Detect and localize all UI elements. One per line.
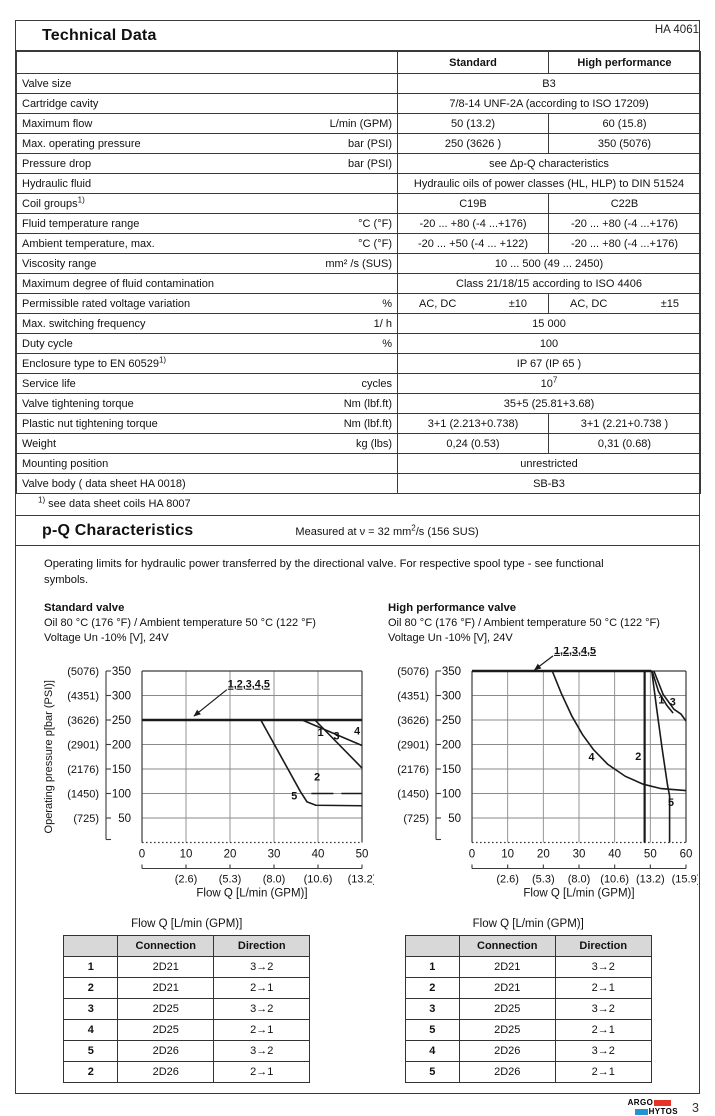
y-axis <box>397 666 461 840</box>
tech-row-value-standard: -20 ... +50 (-4 ... +122) <box>398 234 549 254</box>
tech-row-label-cell <box>17 474 398 494</box>
chart-column-std <box>40 588 374 908</box>
connection-col-header-0 <box>405 936 459 957</box>
y-tick-psi: (725) <box>73 813 99 826</box>
tech-header-blank <box>17 52 398 74</box>
tech-row-label-cell <box>17 114 398 134</box>
tech-row-label: Coil groups$^{1)}$ <box>22 194 85 210</box>
tech-row-label-cell <box>17 194 398 214</box>
y-tick-psi: (5076) <box>67 666 99 679</box>
tech-row-label: Service life <box>22 377 76 390</box>
tech-row <box>17 154 701 174</box>
x-tick: 40 <box>608 848 622 861</box>
series <box>142 720 362 806</box>
direction-value: 2→1 <box>555 1062 651 1083</box>
connection-table-title: Flow Q [L/min (GPM)] <box>472 918 584 931</box>
tech-row-unit: 1/ h <box>373 317 392 330</box>
x-tick: 30 <box>572 848 586 861</box>
pair-right: ±15 <box>660 297 679 310</box>
pq-chart-std <box>40 647 374 903</box>
tech-row-label-cell <box>17 314 398 334</box>
curve-1-label: 1 <box>317 727 324 740</box>
tech-row-value-span: see Δp-Q characteristics <box>398 154 701 174</box>
direction-value: 3→2 <box>214 957 310 978</box>
y-tick-bar: 50 <box>448 813 461 826</box>
connection-col-header-0 <box>64 936 118 957</box>
connection-row <box>64 1062 310 1083</box>
tech-row-label-cell <box>17 454 398 474</box>
tech-row-value-highperf: 350 (5076) <box>549 134 701 154</box>
x-tick: 30 <box>267 848 281 861</box>
tech-row-value-span: 15 000 <box>398 314 701 334</box>
row-number: 2 <box>64 978 118 999</box>
tech-row-value-highperf: C22B <box>549 194 701 214</box>
x-tick: 10 <box>501 848 515 861</box>
tech-row-label: Ambient temperature, max. <box>22 237 155 250</box>
tech-row <box>17 354 701 374</box>
connection-row <box>64 1041 310 1062</box>
tech-row-label-cell <box>17 334 398 354</box>
tech-row-value-span: unrestricted <box>398 454 701 474</box>
direction-value: 3→2 <box>555 1041 651 1062</box>
tech-row-label-cell <box>17 374 398 394</box>
y-tick-psi: (3626) <box>67 715 99 728</box>
tech-row-value-span: Hydraulic oils of power classes (HL, HLP) to DIN 51524 <box>398 174 701 194</box>
tech-row-value-standard: C19B <box>398 194 549 214</box>
direction-value: 2→1 <box>214 1062 310 1083</box>
page-footer <box>0 1099 699 1116</box>
x-tick: 20 <box>223 848 237 861</box>
footnote-superscript: 1) <box>38 495 46 505</box>
tech-row-label-cell <box>17 234 398 254</box>
tech-row-label-cell <box>17 294 398 314</box>
y-axis <box>43 666 131 840</box>
row-number: 5 <box>64 1041 118 1062</box>
y-tick-bar: 100 <box>441 788 461 801</box>
tech-row-label: Permissible rated voltage variation <box>22 297 191 310</box>
tech-row-unit: °C (°F) <box>358 237 392 250</box>
x-axis <box>469 849 698 900</box>
tech-row <box>17 374 701 394</box>
tech-row <box>17 394 701 414</box>
row-number: 2 <box>64 1062 118 1083</box>
direction-value: 3→2 <box>214 1041 310 1062</box>
tech-row-value-span: 100 <box>398 334 701 354</box>
tech-row-unit: L/min (GPM) <box>329 117 392 130</box>
tech-row-label-cell <box>17 94 398 114</box>
pq-characteristics-section <box>15 515 700 1094</box>
technical-data-table <box>16 51 701 494</box>
connection-value: 2D25 <box>118 999 214 1020</box>
tech-row <box>17 254 701 274</box>
direction-value: 2→1 <box>214 1020 310 1041</box>
tech-row-label: Valve body ( data sheet HA 0018) <box>22 477 186 490</box>
tech-row <box>17 314 701 334</box>
tech-row-label-cell <box>17 134 398 154</box>
y-tick-bar: 250 <box>111 715 131 728</box>
tech-row-label: Weight <box>22 437 57 450</box>
connection-row <box>64 999 310 1020</box>
connection-table-title: Flow Q [L/min (GPM)] <box>131 918 243 931</box>
connection-col-header-2: Direction <box>555 936 651 957</box>
tech-row-value-span: Class 21/18/15 according to ISO 4406 <box>398 274 701 294</box>
x-tick: 10 <box>179 848 193 861</box>
logo-red-block <box>654 1100 671 1106</box>
curve-1 <box>302 720 362 745</box>
row-number: 2 <box>405 978 459 999</box>
chart-header-line-1: Oil 80 °C (176 °F) / Ambient temperature 50 °C (122 °F) <box>388 617 660 630</box>
x-axis-label: Flow Q [L/min (GPM)] <box>196 887 308 900</box>
connection-value: 2D21 <box>118 957 214 978</box>
chart-header-line-0: High performance valve <box>388 602 517 615</box>
pair-right: ±10 <box>508 297 527 310</box>
tech-row-label-cell <box>17 74 398 94</box>
y-tick-psi: (1450) <box>397 788 429 801</box>
pq-title: p-Q Characteristics <box>42 522 194 539</box>
y-tick-psi: (725) <box>403 813 429 826</box>
page-number: 3 <box>692 1100 699 1115</box>
charts-row <box>40 588 699 908</box>
y-tick-psi: (2901) <box>397 739 429 752</box>
connection-value: 2D21 <box>459 978 555 999</box>
tech-row <box>17 294 701 314</box>
chart-header-line-2: Voltage Un -10% [V], 24V <box>44 631 169 644</box>
tech-header-row <box>17 52 701 74</box>
tech-row-label: Max. switching frequency <box>22 317 146 330</box>
curve-5-label: 5 <box>291 790 298 803</box>
technical-data-title: Technical Data <box>42 27 157 44</box>
tech-row-label: Mounting position <box>22 457 109 470</box>
y-tick-bar: 350 <box>111 666 131 679</box>
y-axis-label: Operating pressure p[bar (PSI)] <box>43 680 55 834</box>
chart-mount-hp <box>384 647 698 908</box>
x-tick: 50 <box>643 848 657 861</box>
tech-row-value-highperf: 3+1 (2.21+0.738 ) <box>549 414 701 434</box>
x-tick: 40 <box>311 848 325 861</box>
tech-row-label: Maximum degree of fluid contamination <box>22 277 214 290</box>
tech-row <box>17 194 701 214</box>
tech-row-unit: bar (PSI) <box>347 137 392 150</box>
row-number: 4 <box>64 1020 118 1041</box>
tech-row-label: Maximum flow <box>22 117 93 130</box>
tech-row-label-cell <box>17 154 398 174</box>
tech-row <box>17 274 701 294</box>
tech-row-label-cell <box>17 434 398 454</box>
curve-1-label: 1 <box>658 694 665 707</box>
tech-row <box>17 134 701 154</box>
curve-3-label: 3 <box>333 730 340 743</box>
tech-row <box>17 414 701 434</box>
tech-row-value-span: IP 67 (IP 65 ) <box>398 354 701 374</box>
x-tick: 50 <box>355 848 369 861</box>
x-tick-gpm: (10.6) <box>303 873 333 886</box>
tech-row-value-span: 35+5 (25.81+3.68) <box>398 394 701 414</box>
chart-mount-std <box>40 647 374 908</box>
tech-row-value-standard: -20 ... +80 (-4 ...+176) <box>398 214 549 234</box>
x-tick-gpm: (2.6) <box>174 873 198 886</box>
row-number: 1 <box>64 957 118 978</box>
curve-4-label: 4 <box>588 751 595 764</box>
y-tick-psi: (2176) <box>67 764 99 777</box>
tech-row-value-standard: 3+1 (2.213+0.738) <box>398 414 549 434</box>
curve-3-label: 3 <box>669 696 676 709</box>
x-tick: 20 <box>536 848 550 861</box>
connection-header-row <box>64 936 310 957</box>
y-tick-bar: 150 <box>111 764 131 777</box>
connection-col-header-1: Connection <box>118 936 214 957</box>
y-tick-bar: 100 <box>111 788 131 801</box>
connection-row <box>64 957 310 978</box>
logo-text-argo: ARGO <box>627 1098 654 1108</box>
tech-row <box>17 94 701 114</box>
curve-5-label: 5 <box>668 797 675 810</box>
connection-row <box>64 978 310 999</box>
argo-hytos-logo <box>628 1099 678 1116</box>
tech-row-value-span: 10 ... 500 (49 ... 2450) <box>398 254 701 274</box>
connection-value: 2D25 <box>118 1020 214 1041</box>
connection-row <box>405 978 651 999</box>
tech-col-header-0: Standard <box>398 52 549 74</box>
connection-table-column-0 <box>16 916 358 1083</box>
y-tick-bar: 50 <box>118 813 131 826</box>
chart-header-std <box>44 601 374 645</box>
tech-row-unit: cycles <box>361 377 392 390</box>
pair-left: AC, DC <box>570 297 608 310</box>
pq-chart-hp <box>384 647 698 903</box>
grid <box>472 671 686 843</box>
connection-value: 2D26 <box>118 1062 214 1083</box>
direction-value: 3→2 <box>555 999 651 1020</box>
direction-value: 3→2 <box>214 999 310 1020</box>
chart-header-line-1: Oil 80 °C (176 °F) / Ambient temperature 50 °C (122 °F) <box>44 617 316 630</box>
technical-footnote: $^{1)}$ see data sheet coils HA 8007 <box>38 495 191 510</box>
chart-header-hp <box>388 601 698 645</box>
doc-code: HA 4061 <box>654 24 699 36</box>
x-tick: 0 <box>138 848 146 861</box>
tech-row-value-highperf: 0,31 (0.68) <box>549 434 701 454</box>
y-tick-bar: 150 <box>441 764 461 777</box>
tech-row-label: Hydraulic fluid <box>22 177 92 190</box>
tech-row-label: Valve size <box>22 77 72 90</box>
x-tick-gpm: (2.6) <box>496 873 519 886</box>
tech-row-label: Enclosure type to EN 60529$^{1)}$ <box>22 354 167 370</box>
tech-row-label-cell <box>17 414 398 434</box>
connection-table-column-1 <box>358 916 700 1083</box>
tech-row-unit: Nm (lbf.ft) <box>343 397 392 410</box>
connection-value: 2D26 <box>459 1062 555 1083</box>
y-tick-bar: 300 <box>441 690 461 703</box>
pq-header-band <box>16 516 699 546</box>
pair-left: AC, DC <box>419 297 457 310</box>
row-number: 1 <box>405 957 459 978</box>
tech-row-value-hp <box>549 294 701 314</box>
tech-row-label: Fluid temperature range <box>22 217 140 230</box>
connection-value: 2D25 <box>459 1020 555 1041</box>
row-number: 5 <box>405 1020 459 1041</box>
connection-row <box>405 1041 651 1062</box>
x-tick-gpm: (13.2) <box>347 873 374 886</box>
tech-row-unit: mm² /s (SUS) <box>325 257 392 270</box>
y-tick-psi: (5076) <box>397 666 429 679</box>
superscript: 1) <box>158 354 167 364</box>
x-axis-label: Flow Q [L/min (GPM)] <box>523 887 635 900</box>
tech-row-unit: bar (PSI) <box>347 157 392 170</box>
tech-row-unit: °C (°F) <box>358 217 392 230</box>
connection-value: 2D21 <box>118 978 214 999</box>
tech-row <box>17 474 701 494</box>
logo-text-hytos: HYTOS <box>648 1107 679 1116</box>
tech-row-value-span: B3 <box>398 74 701 94</box>
tech-row-label: Viscosity range <box>22 257 97 270</box>
connection-row <box>405 999 651 1020</box>
direction-value: 2→1 <box>214 978 310 999</box>
tech-row-value-standard: 0,24 (0.53) <box>398 434 549 454</box>
tech-row-label-cell <box>17 254 398 274</box>
tech-row <box>17 434 701 454</box>
technical-data-header-band <box>16 21 699 51</box>
connection-table-1 <box>405 935 652 1083</box>
x-tick-gpm: (10.6) <box>600 873 630 886</box>
callout-text: 1,2,3,4,5 <box>554 647 597 658</box>
tech-col-header-1: High performance <box>549 52 701 74</box>
y-tick-psi: (1450) <box>67 788 99 801</box>
direction-value: 2→1 <box>555 1020 651 1041</box>
tech-row-label-cell <box>17 214 398 234</box>
y-tick-bar: 300 <box>111 690 131 703</box>
y-tick-bar: 200 <box>441 739 461 752</box>
tech-row-unit: % <box>382 297 392 310</box>
tech-row-unit: % <box>382 337 392 350</box>
superscript: 7 <box>552 374 558 384</box>
tech-row-value-span: $10^7$ <box>398 374 701 394</box>
y-tick-bar: 350 <box>441 666 461 679</box>
x-tick-gpm: (8.0) <box>567 873 591 886</box>
tech-row-unit: kg (lbs) <box>355 437 392 450</box>
row-number: 5 <box>405 1062 459 1083</box>
y-tick-psi: (4351) <box>397 690 429 703</box>
technical-table <box>16 51 699 494</box>
tech-row-value-span: 7/8-14 UNF-2A (according to ISO 17209) <box>398 94 701 114</box>
connection-tables-row <box>16 916 699 1083</box>
x-tick-gpm: (13.2) <box>635 873 665 886</box>
connection-table-0 <box>63 935 310 1083</box>
tech-row-label: Duty cycle <box>22 337 73 350</box>
connection-col-header-2: Direction <box>214 936 310 957</box>
tech-row-value-standard: 250 (3626 ) <box>398 134 549 154</box>
callout-text: 1,2,3,4,5 <box>227 678 270 691</box>
tech-row <box>17 74 701 94</box>
y-tick-psi: (2176) <box>397 764 429 777</box>
y-tick-psi: (3626) <box>397 715 429 728</box>
connection-value: 2D26 <box>118 1041 214 1062</box>
tech-row-label: Pressure drop <box>22 157 92 170</box>
curve-4-label: 4 <box>354 725 361 738</box>
tech-row <box>17 114 701 134</box>
tech-row-value-standard: 50 (13.2) <box>398 114 549 134</box>
x-axis <box>139 849 374 900</box>
y-tick-bar: 200 <box>111 739 131 752</box>
connection-value: 2D25 <box>459 999 555 1020</box>
tech-row <box>17 334 701 354</box>
connection-row <box>64 1020 310 1041</box>
plot-border <box>142 671 362 843</box>
tech-row <box>17 234 701 254</box>
direction-value: 2→1 <box>555 978 651 999</box>
tech-row-value-span: SB-B3 <box>398 474 701 494</box>
tech-row <box>17 454 701 474</box>
superscript: 1) <box>77 194 85 204</box>
callout <box>534 647 596 670</box>
direction-value: 3→2 <box>555 957 651 978</box>
callout <box>194 679 270 716</box>
tech-row-label: Max. operating pressure <box>22 137 141 150</box>
row-number: 3 <box>64 999 118 1020</box>
tech-row <box>17 214 701 234</box>
tech-row-label: Plastic nut tightening torque <box>22 417 158 430</box>
technical-data-section <box>15 20 700 516</box>
chart-header-line-2: Voltage Un -10% [V], 24V <box>388 631 513 644</box>
chart-header-line-0: Standard valve <box>44 602 125 615</box>
tech-row-unit: Nm (lbf.ft) <box>343 417 392 430</box>
connection-value: 2D21 <box>459 957 555 978</box>
section-bottom-spacer <box>16 1083 699 1093</box>
x-tick-gpm: (8.0) <box>262 873 286 886</box>
tech-row-value-highperf: -20 ... +80 (-4 ...+176) <box>549 234 701 254</box>
tech-row-label-cell <box>17 174 398 194</box>
superscript: 2 <box>411 523 416 533</box>
tech-row-label-cell <box>17 394 398 414</box>
y-tick-psi: (2901) <box>67 739 99 752</box>
y-tick-bar: 250 <box>441 715 461 728</box>
tech-row-label-cell <box>17 354 398 374</box>
curve-2-label: 2 <box>635 751 642 764</box>
y-tick-psi: (4351) <box>67 690 99 703</box>
row-number: 4 <box>405 1041 459 1062</box>
connection-col-header-1: Connection <box>459 936 555 957</box>
connection-value: 2D26 <box>459 1041 555 1062</box>
grid <box>142 671 362 843</box>
chart-column-hp <box>384 588 698 908</box>
x-tick: 0 <box>468 848 476 861</box>
x-tick-gpm: (5.3) <box>218 873 242 886</box>
connection-row <box>405 1062 651 1083</box>
x-tick-gpm: (5.3) <box>532 873 555 886</box>
pq-intro-text: Operating limits for hydraulic power transferred by the directional valve. For respective spool type - see functional symbols. <box>44 558 604 586</box>
row-number: 3 <box>405 999 459 1020</box>
x-tick-gpm: (15.9) <box>671 873 698 886</box>
logo-blue-block <box>635 1109 648 1115</box>
tech-row-value-std <box>398 294 549 314</box>
x-tick: 60 <box>679 848 693 861</box>
connection-row <box>405 957 651 978</box>
tech-row-label: Valve tightening torque <box>22 397 134 410</box>
pq-measured-at: Measured at ν = 32 $mm^2/s$ (156 SUS) <box>295 523 479 538</box>
curve-2-label: 2 <box>314 771 321 784</box>
connection-row <box>405 1020 651 1041</box>
tech-row-value-highperf: 60 (15.8) <box>549 114 701 134</box>
tech-row-value-highperf: -20 ... +80 (-4 ...+176) <box>549 214 701 234</box>
tech-row <box>17 174 701 194</box>
tech-row-label: Cartridge cavity <box>22 97 99 110</box>
tech-row-label-cell <box>17 274 398 294</box>
connection-header-row <box>405 936 651 957</box>
